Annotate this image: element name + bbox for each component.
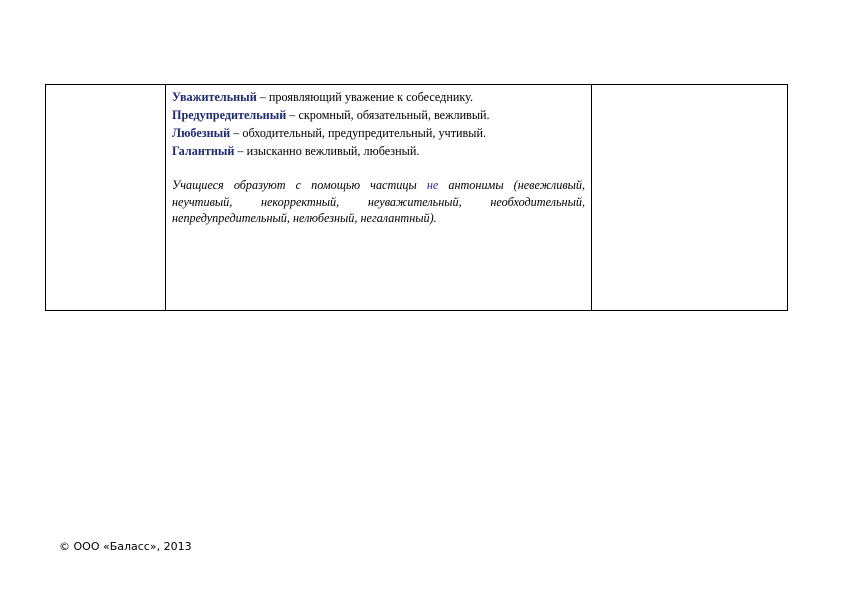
definition-term: Предупредительный xyxy=(172,108,287,122)
definition-text: – обходительный, предупредительный, учтивый. xyxy=(230,126,487,140)
lesson-table xyxy=(45,84,788,311)
copyright-footer: © ООО «Баласс», 2013 xyxy=(59,540,192,553)
definition-text: – скромный, обязательный, вежливый. xyxy=(286,108,490,122)
definition-considerate xyxy=(172,106,585,124)
note-text-before: Учащиеся образуют с помощью частицы xyxy=(172,178,427,192)
definition-courteous xyxy=(172,124,585,142)
table-cell-left-text xyxy=(46,85,165,88)
definition-gallant xyxy=(172,142,585,160)
table-cell-right xyxy=(592,85,788,311)
definition-term: Галантный xyxy=(172,144,235,158)
table-row xyxy=(46,85,788,311)
table-cell-content xyxy=(166,85,592,311)
paragraph-spacer xyxy=(172,160,585,177)
definition-text: – изысканно вежливый, любезный. xyxy=(234,144,420,158)
antonyms-note xyxy=(172,177,585,227)
note-particle: не xyxy=(426,178,439,192)
definition-respectful xyxy=(172,88,585,106)
table-cell-left xyxy=(46,85,166,311)
note-text-after: антонимы (невежливый, неучтивый, некорректный, неуважительный, необходительный, непредупредительный, нелюбезный, негалантный). xyxy=(172,178,586,225)
definition-term: Уважительный xyxy=(172,90,257,104)
definition-text: – проявляющий уважение к собеседнику. xyxy=(256,90,474,104)
table-cell-right-text xyxy=(592,85,787,88)
definition-term: Любезный xyxy=(172,126,231,140)
